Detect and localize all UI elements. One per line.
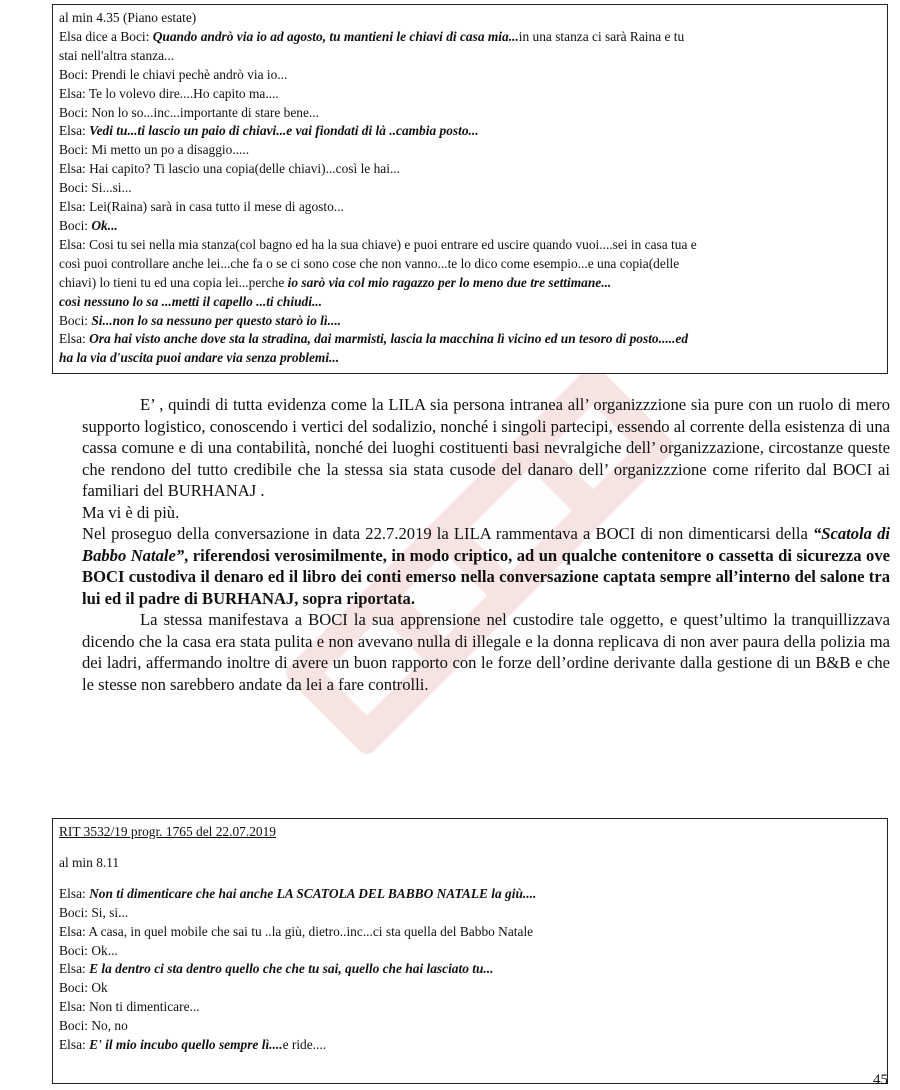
line-segment: Boci: Prendi le chiavi pechè andrò via io... xyxy=(59,66,288,82)
transcript-line xyxy=(59,104,881,123)
line-segment: Boci: Ok... xyxy=(59,942,118,958)
line-segment: Elsa: Te lo volevo dire....Ho capito ma.... xyxy=(59,85,279,101)
line-segment: Elsa: xyxy=(59,961,90,977)
transcript-line xyxy=(59,179,881,198)
paragraph-1: E’ , quindi di tutta evidenza come la LILA sia persona intranea all’ organizzzione sia pure con un ruolo di mero supporto logistico, conoscendo i vertici del sodalizio, nonché i singoli partecipi, essendo al corrente della esistenza di una cassa comune e di una contabilità, nonché dei luoghi costituenti basi nevralgiche dell’ organizzazione, circostanze queste che rendono del tutto credibile che la stessa sia stata cusode del danaro dell’ organizzzione come riferito dal BOCI ai familiari del BURHANAJ . xyxy=(82,395,890,500)
line-segment: Boci: xyxy=(59,217,92,233)
line-segment: chiavi) lo tieni tu ed una copia lei...perche xyxy=(59,274,288,290)
line-segment: al min 4.35 (Piano estate) xyxy=(59,10,197,25)
line-segment: Elsa: Lei(Raina) sarà in casa tutto il mese di agosto... xyxy=(59,199,344,215)
paragraph-3-quote: “Scatola di Babbo Natale” xyxy=(82,524,890,565)
transcript-line xyxy=(59,349,881,368)
line-segment: Elsa: Non ti dimenticare... xyxy=(59,999,200,1015)
transcript-line xyxy=(59,1017,881,1036)
line-segment: Ora hai visto anche dove sta la stradina, dai marmisti, lascia la macchina lì vicino ed un tesoro di posto.....ed xyxy=(89,331,689,347)
line-segment: Elsa: xyxy=(59,331,90,347)
transcript-box-2 xyxy=(52,818,888,1084)
transcript-header: RIT 3532/19 progr. 1765 del 22.07.2019 xyxy=(59,824,276,839)
line-segment: Quando andrò via io ad agosto, tu mantieni le chiavi di casa mia... xyxy=(152,28,519,44)
paragraph-3-start: Nel proseguo della conversazione in data 22.7.2019 la LILA rammentava a BOCI di non dimenticarsi della xyxy=(82,524,813,543)
transcript-line xyxy=(59,274,881,293)
transcript-line xyxy=(59,1036,881,1055)
line-segment: così nessuno lo sa ...metti il capello ...ti chiudi... xyxy=(59,293,322,309)
transcript-line xyxy=(59,85,881,104)
line-segment: Boci: No, no xyxy=(59,1018,128,1034)
page-number: 45 xyxy=(873,1072,888,1088)
line-segment: Boci: Si...si... xyxy=(59,180,132,196)
line-segment: Elsa: xyxy=(59,885,90,901)
paragraph-3-bold: , riferendosi verosimilmente, in modo criptico, ad un qualche contenitore o cassetta di sicurezza ove BOCI custodiva il denaro ed il libro dei conti emerso nella conversazione captata sempre all’interno del salone tra lui ed il padre di BURHANAJ, sopra riportata. xyxy=(82,545,890,608)
transcript-line xyxy=(59,293,881,312)
transcript-line xyxy=(59,255,881,274)
line-segment: Boci: Non lo so...inc...importante di stare bene... xyxy=(59,104,319,120)
line-segment: Elsa: Cosi tu sei nella mia stanza(col bagno ed ha la sua chiave) e puoi entrare ed uscire quando vuoi....sei in casa tua e xyxy=(59,236,697,252)
line-segment: Elsa: xyxy=(59,1037,90,1053)
paragraph-4: La stessa manifestava a BOCI la sua apprensione nel custodire tale oggetto, e quest’ultimo la tranquillizzava dicendo che la casa era stata pulita e non avevano nulla di illegale e la donna replicava di non aver paura della polizia ma dei ladri, affermando inoltre di avere un buon rapporto con le forze dell’ordine derivante dalla gestione di un B&B e che le stesse non sarebbero andate da lei a fare controlli. xyxy=(82,610,890,694)
line-segment: in una stanza ci sarà Raina e tu xyxy=(518,28,685,44)
line-segment: io sarò via col mio ragazzo per lo meno due tre settimane... xyxy=(287,274,612,290)
line-segment: ha la via d'uscita puoi andare via senza problemi... xyxy=(59,350,340,366)
line-segment: Elsa dice a Boci: xyxy=(59,28,153,44)
transcript-line xyxy=(59,217,881,236)
transcript-lines xyxy=(59,885,881,1055)
line-segment: Elsa: xyxy=(59,123,90,139)
line-segment: E' il mio incubo quello sempre lì.... xyxy=(89,1037,283,1053)
transcript-line xyxy=(59,960,881,979)
transcript-line xyxy=(59,198,881,217)
transcript-line xyxy=(59,923,881,942)
transcript-line xyxy=(59,236,881,255)
transcript-line xyxy=(59,330,881,349)
line-segment: Boci: xyxy=(59,312,92,328)
line-segment: Elsa: A casa, in quel mobile che sai tu ..la giù, dietro..inc...ci sta quella del Babbo Natale xyxy=(59,923,534,939)
body-text xyxy=(82,394,890,695)
line-segment: Boci: Ok xyxy=(59,980,108,996)
transcript-line xyxy=(59,66,881,85)
transcript-line xyxy=(59,47,881,66)
transcript-line xyxy=(59,979,881,998)
transcript-line xyxy=(59,141,881,160)
transcript-line xyxy=(59,942,881,961)
paragraph-3 xyxy=(82,523,890,609)
line-segment: Boci: Mi metto un po a disaggio..... xyxy=(59,142,250,158)
line-segment: Boci: Si, si... xyxy=(59,904,129,920)
transcript-line xyxy=(59,904,881,923)
line-segment: e ride.... xyxy=(282,1037,327,1053)
transcript-line xyxy=(59,160,881,179)
transcript-line xyxy=(59,9,881,28)
transcript-line xyxy=(59,312,881,331)
transcript-time: al min 8.11 xyxy=(59,854,120,870)
line-segment: Elsa: Hai capito? Ti lascio una copia(delle chiavi)...così le hai... xyxy=(59,161,400,177)
line-segment: E la dentro ci sta dentro quello che che tu sai, quello che hai lasciato tu... xyxy=(89,961,494,977)
line-segment: Ok... xyxy=(91,217,118,233)
transcript-box-1 xyxy=(52,4,888,374)
paragraph-2: Ma vi è di più. xyxy=(82,502,180,522)
line-segment: Non ti dimenticare che hai anche LA SCATOLA DEL BABBO NATALE la giù.... xyxy=(89,885,537,901)
line-segment: Si...non lo sa nessuno per questo starò io lì.... xyxy=(91,312,342,328)
line-segment: così puoi controllare anche lei...che fa o se ci sono cose che non vanno...te lo dico come esempio...e una copia(delle xyxy=(59,255,680,271)
line-segment: stai nell'altra stanza... xyxy=(59,47,175,63)
transcript-line xyxy=(59,998,881,1017)
line-segment: Vedi tu...ti lascio un paio di chiavi...e vai fiondati di là ..cambia posto... xyxy=(89,123,479,139)
transcript-line xyxy=(59,122,881,141)
transcript-line xyxy=(59,28,881,47)
transcript-line xyxy=(59,885,881,904)
